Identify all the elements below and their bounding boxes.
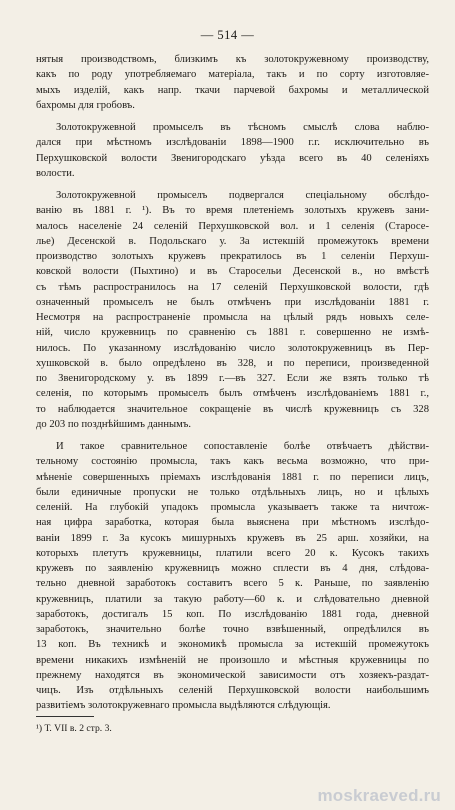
text-line: какъ по роду употребляемаго матеріала, такъ и по сорту изготовляе- — [36, 69, 429, 81]
text-line: селеній. На глубокій упадокъ промысла указываетъ также та ничтож- — [36, 502, 429, 513]
text-line: кружевъ по заявленію кружевницъ можно сплести въ 4 дня, слѣдова- — [36, 563, 429, 574]
paragraph — [36, 120, 429, 181]
text-line: селенія, по которымъ промыселъ былъ отмѣченъ изслѣдованіемъ 1881 г., — [36, 388, 429, 400]
text-line: хушковской в. было опредѣлено въ 328, и по переписи, произведенной — [36, 357, 429, 369]
paragraph-gap — [36, 432, 429, 439]
paragraph — [36, 439, 429, 714]
watermark: moskraeved.ru — [317, 786, 441, 805]
text-line: мыхъ изделій, какъ напр. ткачи парчевой бахромы и металлической — [36, 84, 429, 96]
text-line: ванію въ 1881 г. ¹). Въ то время плетеніемъ золотыхъ кружевъ зани- — [36, 205, 429, 217]
text-line: ній, число кружевницъ по сравненію съ 1881 г. совершенно не измѣ- — [36, 327, 429, 339]
text-line: ковской волости (Пыхтино) и въ Старосельи Десенской в., но вмѣстѣ — [36, 266, 429, 278]
text-line: волости. — [36, 167, 75, 179]
text-line: развитіемъ золотокружевнаго промысла выдѣляются слѣдующія. — [36, 700, 331, 712]
text-line: мѣненіе совершенныхъ пріемахъ изслѣдованія 1881 г. по переписи лицъ, — [36, 471, 429, 483]
text-line: означенный промыселъ не былъ отмѣченъ при изслѣдованіи 1881 г. — [36, 296, 429, 308]
text-line: Золотокружевной промыселъ подвергался спеціальному обслѣдо- — [56, 190, 429, 201]
footnote: ¹) Т. VII в. 2 стр. 3. — [36, 723, 112, 734]
text-line: 13 коп. Въ техникѣ и экономикѣ промысла за истекшій промежутокъ — [36, 639, 429, 651]
text-line: нилось. По указанному изслѣдованію число золотокружевницъ въ Пер- — [36, 342, 429, 354]
text-line: Несмотря на распространеніе промысла на цѣлый рядъ новыхъ селе- — [36, 312, 429, 323]
text-line: малось населеніе 24 селеній Перхушковской вол. и 1 селенія (Старосе- — [36, 220, 429, 232]
text-line: бахромы для гробовъ. — [36, 99, 135, 111]
text-line: Золотокружевной промыселъ въ тѣсномъ смыслѣ слова наблю- — [56, 122, 429, 133]
text-line: заработокъ, значительно болѣе точно взвѣшенный, опредѣлился въ — [36, 624, 429, 635]
paragraph-gap — [36, 181, 429, 188]
text-line: дался при мѣстномъ изслѣдованіи 1898—1900 г.г. исключительно въ — [36, 137, 429, 149]
text-line: съ тѣмъ распространилось на 17 селеній Перхушковской волости, гдѣ — [36, 281, 429, 293]
paragraph — [36, 188, 429, 432]
paragraph-gap — [36, 113, 429, 120]
paragraph — [36, 52, 429, 113]
text-line: чицъ. Изъ отдѣльныхъ селеній Перхушковской волости наибольшимъ — [36, 685, 429, 696]
text-line: И такое сравнительное сопоставленіе болѣе отвѣчаетъ дѣйстви- — [56, 441, 429, 452]
text-line: Перхушковской волости Звенигородскаго уѣзда всего въ 40 селеніяхъ — [36, 152, 429, 164]
text-line: до 203 по позднѣйшимъ даннымъ. — [36, 418, 191, 430]
text-line: ваніи 1899 г. За кусокъ мишурныхъ кружевъ въ 25 арш. хозяйки, на — [36, 532, 429, 544]
page-number: — 514 — — [200, 28, 255, 42]
text-line: заработокъ, достигалъ 15 коп. По изслѣдованію 1881 года, дневной — [36, 608, 429, 620]
text-line: то наблюдается значительное сокращеніе въ числѣ кружевницъ съ 328 — [36, 403, 429, 415]
text-line: нятыя производствомъ, близкимъ къ золотокружевному производству, — [36, 54, 429, 65]
text-line: тельному состоянію промысла, такъ какъ весьма возможно, что при- — [36, 456, 429, 468]
text-line: ная цифра заработка, которая была выяснена при мѣстномъ изслѣдо- — [36, 517, 429, 529]
text-line: времени никакихъ измѣненій не произошло и мѣстныя кружевницы по — [36, 654, 429, 666]
text-line: производство золотыхъ кружевъ прекратилось въ 1 селеніи Перхуш- — [36, 251, 429, 262]
text-line: кружевницъ, платили за такую работу—60 к. и слѣдовательно дневной — [36, 593, 429, 605]
text-line: по Звенигородскому у. въ 1899 г.—въ 327. Если же взять только тѣ — [36, 373, 429, 384]
footnote-divider — [36, 716, 94, 717]
text-line: были единичные пропуски не только отдѣльныхъ лицъ, но и цѣлыхъ — [36, 486, 429, 498]
body-text — [36, 52, 429, 714]
text-line: которыхъ плетутъ кружевницы, платили всего 20 к. Кусокъ такихъ — [36, 547, 429, 559]
text-line: лье) Десенской в. Подольскаго у. За истекшій промежутокъ времени — [36, 235, 429, 247]
text-line: тельно дневной заработокъ составитъ всего 5 к. Раньше, по заявленію — [36, 578, 429, 590]
text-line: прежнему находятся въ экономической зависимости отъ хозяекъ-раздат- — [36, 669, 429, 681]
